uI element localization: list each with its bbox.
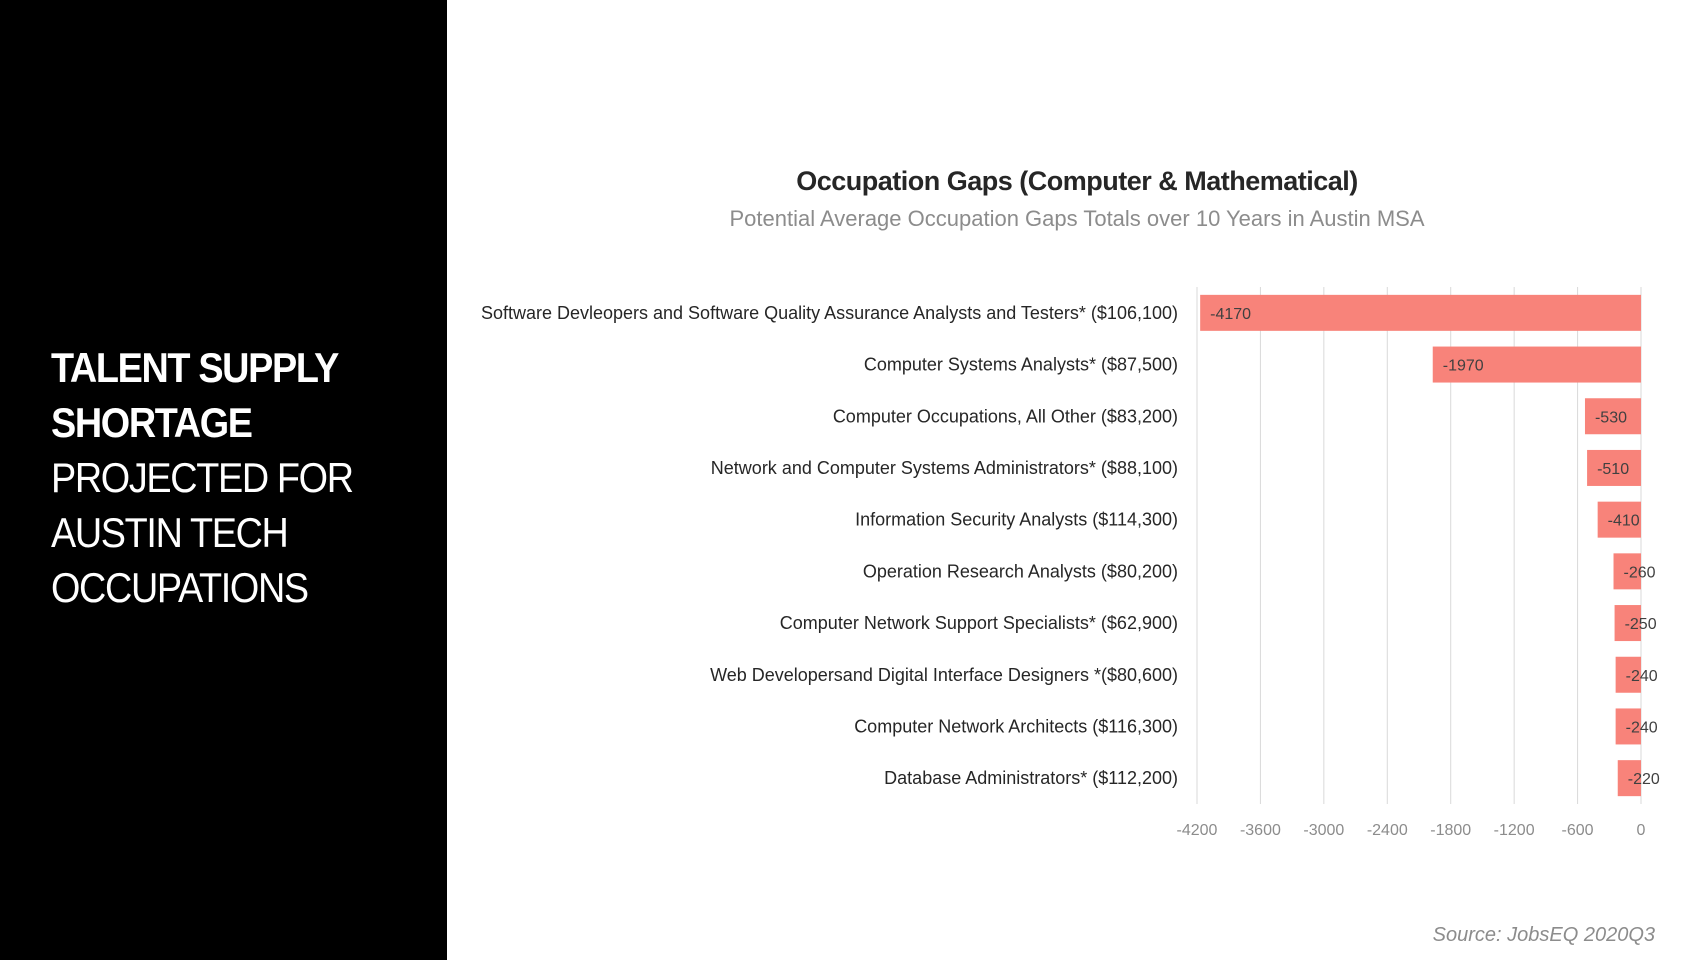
- headline-line-1: TALENT SUPPLY: [51, 344, 339, 391]
- data-label: -410: [1607, 512, 1640, 530]
- data-label: -220: [1627, 771, 1660, 789]
- x-tick-label: -4200: [1176, 822, 1218, 839]
- category-label: Web Developersand Digital Interface Designers *($80,600): [710, 664, 1178, 685]
- category-label: Operation Research Analysts ($80,200): [862, 561, 1178, 582]
- x-tick-label: -1800: [1430, 822, 1472, 839]
- data-label: -1970: [1442, 357, 1484, 375]
- data-label: -240: [1625, 719, 1658, 737]
- category-label: Computer Systems Analysts* ($87,500): [863, 354, 1178, 375]
- x-axis-ticks: [1177, 822, 1646, 839]
- data-label: -250: [1624, 616, 1657, 634]
- category-label: Database Administrators* ($112,200): [884, 768, 1178, 789]
- chart-subtitle: Potential Average Occupation Gaps Totals over 10 Years in Austin MSA: [729, 206, 1425, 231]
- data-label: -510: [1597, 460, 1630, 478]
- x-tick-label: -3600: [1239, 822, 1281, 839]
- bar: [1200, 295, 1641, 331]
- x-tick-label: 0: [1636, 822, 1646, 839]
- x-tick-label: -600: [1561, 822, 1594, 839]
- data-label: -530: [1594, 409, 1628, 427]
- x-tick-label: -1200: [1493, 822, 1535, 839]
- headline-line-3: PROJECTED FOR: [51, 454, 353, 501]
- category-label: Computer Occupations, All Other ($83,200): [832, 406, 1178, 427]
- category-label: Information Security Analysts ($114,300): [855, 509, 1178, 530]
- headline-line-5: OCCUPATIONS: [51, 564, 308, 611]
- x-tick-label: -2400: [1366, 822, 1408, 839]
- headline-line-4: AUSTIN TECH: [51, 509, 288, 556]
- category-label: Computer Network Architects ($116,300): [854, 716, 1178, 737]
- source-note: Source: JobsEQ 2020Q3: [1432, 924, 1655, 946]
- category-label: Network and Computer Systems Administrators* ($88,100): [710, 457, 1178, 478]
- data-label: -240: [1625, 667, 1658, 685]
- bars: [1200, 295, 1641, 796]
- chart-title: Occupation Gaps (Computer & Mathematical): [796, 166, 1358, 196]
- headline-line-2: SHORTAGE: [51, 399, 252, 446]
- data-label: -4170: [1210, 305, 1252, 323]
- data-label: -260: [1623, 564, 1656, 582]
- category-label: Computer Network Support Specialists* ($62,900): [779, 613, 1178, 634]
- category-labels: [481, 303, 1178, 788]
- category-label: Software Devleopers and Software Quality Assurance Analysts and Testers* ($106,100): [480, 302, 1178, 323]
- x-tick-label: -3000: [1303, 822, 1345, 839]
